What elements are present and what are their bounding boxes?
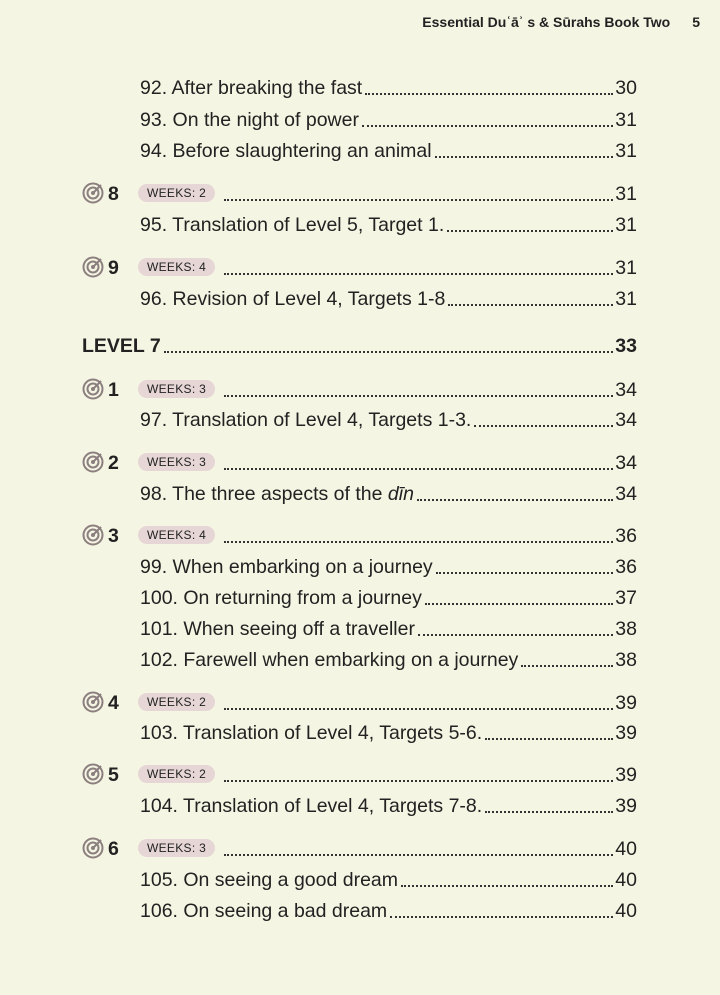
entry-title (140, 409, 471, 432)
entry-page: 40 (615, 900, 637, 922)
target-row (82, 761, 637, 787)
entry-page: 39 (615, 722, 637, 744)
target-icon (82, 378, 104, 400)
toc-entry (140, 719, 637, 745)
dot-leader (365, 93, 613, 95)
page-number: 5 (692, 14, 700, 30)
level-heading-row (82, 332, 637, 358)
entry-page: 31 (615, 288, 637, 310)
weeks-badge: WEEKS: 3 (138, 453, 215, 471)
target-row (82, 449, 637, 475)
entry-page: 31 (615, 257, 637, 279)
entry-title (140, 722, 482, 745)
running-header (422, 14, 700, 30)
dot-leader (485, 738, 613, 740)
entry-label: 101. When seeing off a traveller (140, 618, 415, 640)
entry-label: 104. Translation of Level 4, Targets 7-8. (140, 795, 483, 817)
target-icon (82, 837, 104, 859)
toc-entry (140, 553, 637, 579)
entry-page: 34 (615, 483, 637, 505)
weeks-badge: WEEKS: 2 (138, 693, 215, 711)
dot-leader (521, 665, 613, 667)
toc-entry (140, 792, 637, 818)
target-number: 3 (108, 525, 119, 547)
entry-page: 37 (615, 587, 637, 609)
toc-entry (140, 137, 637, 163)
entry-page: 31 (615, 109, 637, 131)
entry-page: 31 (615, 140, 637, 162)
entry-title (140, 214, 444, 237)
toc-entry (140, 615, 637, 641)
entry-page: 36 (615, 525, 637, 547)
entry-page: 30 (615, 77, 637, 99)
dot-leader (362, 125, 613, 127)
toc-entry (140, 897, 637, 923)
entry-page: 39 (615, 692, 637, 714)
entry-title (140, 618, 415, 641)
dot-leader (224, 468, 613, 470)
entry-page: 33 (615, 335, 637, 357)
target-row (82, 254, 637, 280)
toc-entry (140, 211, 637, 237)
target-number: 1 (108, 379, 119, 401)
entry-page: 34 (615, 409, 637, 431)
dot-leader (418, 634, 613, 636)
entry-page: 31 (615, 214, 637, 236)
target-number: 8 (108, 183, 119, 205)
toc-entry (140, 646, 637, 672)
target-number: 2 (108, 452, 119, 474)
dot-leader (224, 199, 613, 201)
entry-label: 99. When embarking on a journey (140, 556, 433, 578)
dot-leader (485, 811, 613, 813)
target-number: 4 (108, 692, 119, 714)
entry-italic: dīn (387, 483, 414, 505)
entry-label: 97. Translation of Level 4, Targets 1-3. (140, 409, 472, 431)
weeks-badge: WEEKS: 2 (138, 184, 215, 202)
entry-page: 40 (615, 838, 637, 860)
toc-entry (140, 866, 637, 892)
entry-page: 34 (615, 379, 637, 401)
dot-leader (435, 156, 614, 158)
entry-title (140, 109, 359, 132)
toc-entry (140, 406, 637, 432)
dot-leader (224, 854, 613, 856)
entry-page: 39 (615, 764, 637, 786)
dot-leader (164, 351, 614, 353)
dot-leader (224, 541, 613, 543)
dot-leader (474, 425, 613, 427)
target-row (82, 376, 637, 402)
entry-page: 39 (615, 795, 637, 817)
dot-leader (425, 603, 613, 605)
toc-entry (140, 480, 637, 506)
entry-page: 38 (615, 649, 637, 671)
dot-leader (390, 916, 613, 918)
entry-label: 103. Translation of Level 4, Targets 5-6. (140, 722, 483, 744)
target-number: 9 (108, 257, 119, 279)
dot-leader (447, 230, 613, 232)
toc-entry (140, 584, 637, 610)
entry-label: 96. Revision of Level 4, Targets 1-8 (140, 288, 446, 310)
entry-title (140, 556, 433, 579)
dot-leader (448, 304, 613, 306)
entry-page: 36 (615, 556, 637, 578)
target-icon (82, 451, 104, 473)
target-icon (82, 763, 104, 785)
entry-title (140, 869, 398, 892)
dot-leader (224, 273, 613, 275)
weeks-badge: WEEKS: 4 (138, 258, 215, 276)
entry-title (140, 140, 432, 163)
target-icon (82, 524, 104, 546)
dot-leader (224, 395, 613, 397)
dot-leader (224, 780, 613, 782)
entry-page: 40 (615, 869, 637, 891)
target-row (82, 689, 637, 715)
weeks-badge: WEEKS: 2 (138, 765, 215, 783)
target-row (82, 835, 637, 861)
dot-leader (401, 885, 613, 887)
toc-entry (140, 74, 637, 100)
entry-label: 95. Translation of Level 5, Target 1. (140, 214, 445, 236)
target-number: 5 (108, 764, 119, 786)
entry-title (140, 587, 422, 610)
entry-title (140, 288, 445, 311)
entry-title (140, 900, 387, 923)
dot-leader (224, 708, 613, 710)
entry-label: 106. On seeing a bad dream (140, 900, 388, 922)
target-icon (82, 182, 104, 204)
target-number: 6 (108, 838, 119, 860)
entry-label: 98. The three aspects of the (140, 483, 388, 505)
dot-leader (436, 572, 614, 574)
entry-page: 31 (615, 183, 637, 205)
entry-label: 105. On seeing a good dream (140, 869, 399, 891)
weeks-badge: WEEKS: 3 (138, 380, 215, 398)
target-icon (82, 691, 104, 713)
entry-title (140, 649, 518, 672)
entry-title (140, 77, 362, 100)
entry-title (140, 483, 414, 506)
toc-entry (140, 285, 637, 311)
entry-label: 100. On returning from a journey (140, 587, 422, 609)
toc-entry (140, 106, 637, 132)
target-row (82, 180, 637, 206)
entry-page: 38 (615, 618, 637, 640)
level-title: LEVEL 7 (82, 335, 161, 357)
entry-label: 94. Before slaughtering an animal (140, 140, 432, 162)
entry-label: 92. After breaking the fast (140, 77, 363, 99)
entry-label: 93. On the night of power (140, 109, 359, 131)
dot-leader (417, 499, 613, 501)
entry-page: 34 (615, 452, 637, 474)
target-row (82, 522, 637, 548)
entry-title (140, 795, 482, 818)
weeks-badge: WEEKS: 4 (138, 526, 215, 544)
weeks-badge: WEEKS: 3 (138, 839, 215, 857)
target-icon (82, 256, 104, 278)
entry-label: 102. Farewell when embarking on a journey (140, 649, 519, 671)
header-title: Essential Duʿāʾ s & Sūrahs Book Two (422, 14, 671, 30)
